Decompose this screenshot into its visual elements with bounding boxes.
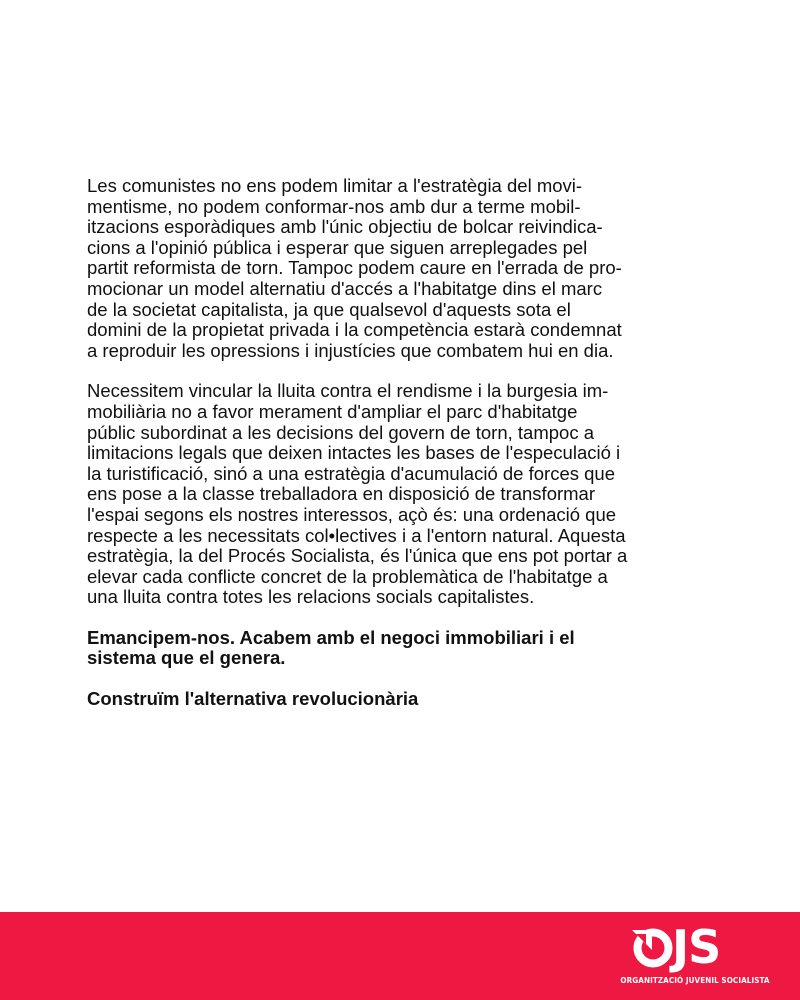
logo-o-arrow-icon	[632, 926, 674, 970]
text-line: una lluita contra totes les relacions socials capitalistes.	[87, 586, 535, 608]
text-line: respecte a les necessitats col•lectives i a l'entorn natural. Aquesta	[87, 524, 626, 546]
text-line: públic subordinat a les decisions del govern de torn, tampoc a	[87, 421, 594, 443]
text-line: Les comunistes no ens podem limitar a l'estratègia del movi-	[87, 175, 583, 196]
text-line: de la societat capitalista, ja que qualsevol d'aquests sota el	[87, 298, 571, 320]
text-line: Necessitem vincular la lluita contra el rendisme i la burgesia im-	[87, 380, 609, 402]
text-line: mocionar un model alternatiu d'accés a l'habitatge dins el marc	[87, 277, 603, 299]
text-line: Construïm l'alternativa revolucionària	[87, 688, 419, 710]
text-line: la turistificació, sinó a una estratègia d'acumulació de forces que	[87, 462, 615, 484]
text-line: sistema que el genera.	[87, 647, 286, 669]
ojs-logo	[620, 920, 770, 995]
article-body	[87, 176, 727, 730]
text-line: mentisme, no podem conformar-nos amb dur a terme mobil-	[87, 195, 581, 217]
logo-letters: JS	[672, 920, 721, 974]
text-line: partit reformista de torn. Tampoc podem caure en l'errada de pro-	[87, 257, 622, 279]
text-line: elevar cada conflicte concret de la problemàtica de l'habitatge a	[87, 565, 608, 587]
logo-tagline: ORGANITZACIÓ JUVENIL SOCIALISTA	[620, 976, 770, 985]
text-line: mobiliària no a favor merament d'ampliar el parc d'habitatge	[87, 400, 578, 422]
text-line: cions a l'opinió pública i esperar que siguen arreplegades pel	[87, 236, 588, 258]
text-line: Emancipem-nos. Acabem amb el negoci immobiliari i el	[87, 626, 575, 648]
paragraph-2	[87, 381, 727, 608]
text-line: estratègia, la del Procés Socialista, és l'única que ens pot portar a	[87, 545, 628, 567]
text-line: a reproduir les opressions i injustícies que combatem hui en dia.	[87, 339, 614, 361]
text-line: ens pose a la classe treballadora en disposició de transformar	[87, 483, 596, 505]
text-line: limitacions legals que deixen intactes les bases de l'especulació i	[87, 442, 621, 464]
text-line: l'espai segons els nostres interessos, açò és: una ordenació que	[87, 503, 617, 525]
slogan-2	[87, 689, 727, 710]
paragraph-1	[87, 176, 727, 361]
text-line: itzacions esporàdiques amb l'únic objectiu de bolcar reivindica-	[87, 216, 603, 238]
slogan-1	[87, 628, 727, 669]
text-line: domini de la propietat privada i la competència estarà condemnat	[87, 319, 622, 341]
